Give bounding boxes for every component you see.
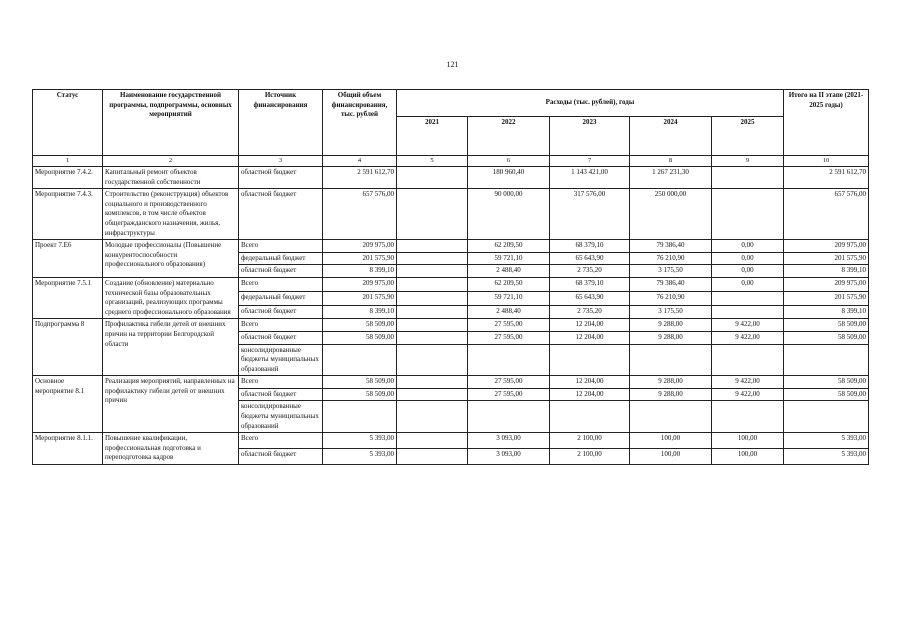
total-cell: 58 509,00: [323, 319, 397, 332]
y2023-cell: 2 100,00: [550, 449, 630, 465]
source-cell: федеральный бюджет: [239, 291, 323, 305]
table-row: [33, 433, 869, 449]
y2025-cell: [712, 401, 784, 433]
y2024-cell: 76 210,90: [630, 252, 712, 265]
y2021-cell: [397, 291, 468, 305]
column-index: 5: [397, 156, 468, 167]
y2021-cell: [397, 265, 468, 278]
y2021-cell: [397, 167, 468, 189]
y2024-cell: [630, 344, 712, 376]
stage-total-cell: 8 399,10: [784, 265, 869, 278]
y2025-cell: 0,00: [712, 252, 784, 265]
total-cell: 8 399,10: [323, 265, 397, 278]
y2023-cell: 12 204,00: [550, 319, 630, 332]
source-cell: областной бюджет: [239, 265, 323, 278]
table-row: [33, 189, 869, 240]
y2024-cell: 79 386,40: [630, 240, 712, 253]
program-name-cell: Создание (обновление) материально технической базы образовательных организаций, реализующих программы среднего профессионального образования: [103, 277, 239, 318]
status-cell: Мероприятие 8.1.1.: [33, 433, 103, 465]
y2023-cell: 2 735,20: [550, 265, 630, 278]
total-cell: 58 509,00: [323, 331, 397, 344]
source-cell: областной бюджет: [239, 388, 323, 401]
status-cell: Проект 7.Е6: [33, 240, 103, 278]
source-cell: Всего: [239, 433, 323, 449]
y2024-cell: 9 288,00: [630, 388, 712, 401]
stage-total-cell: 5 393,00: [784, 433, 869, 449]
total-cell: 8 399,10: [323, 305, 397, 319]
y2024-cell: 9 288,00: [630, 331, 712, 344]
source-cell: областной бюджет: [239, 449, 323, 465]
source-cell: консолидированные бюджеты муниципальных образований: [239, 401, 323, 433]
program-name-cell: Профилактика гибели детей от внешних причин на территории Белгородской области: [103, 319, 239, 376]
y2022-cell: [468, 344, 550, 376]
y2023-cell: 12 204,00: [550, 388, 630, 401]
stage-total-cell: 201 575,90: [784, 252, 869, 265]
total-cell: [323, 401, 397, 433]
stage-total-cell: 209 975,00: [784, 240, 869, 253]
y2021-cell: [397, 401, 468, 433]
y2021-cell: [397, 388, 468, 401]
y2023-cell: [550, 344, 630, 376]
total-cell: 201 575,90: [323, 291, 397, 305]
y2025-cell: [712, 189, 784, 240]
status-cell: Основное мероприятие 8.1: [33, 376, 103, 433]
column-index: 7: [550, 156, 630, 167]
stage-total-cell: 201 575,90: [784, 291, 869, 305]
header-year: 2022: [468, 117, 550, 156]
y2022-cell: 27 595,00: [468, 388, 550, 401]
stage-total-cell: 2 591 612,70: [784, 167, 869, 189]
status-cell: Подпрограмма 8: [33, 319, 103, 376]
program-name-cell: Повышение квалификации, профессиональная подготовка и переподготовка кадров: [103, 433, 239, 465]
y2025-cell: 0,00: [712, 240, 784, 253]
y2025-cell: 9 422,00: [712, 376, 784, 389]
y2023-cell: 65 643,90: [550, 252, 630, 265]
y2023-cell: 68 379,10: [550, 277, 630, 291]
y2022-cell: 2 488,40: [468, 305, 550, 319]
table-row: [33, 240, 869, 253]
y2024-cell: 9 288,00: [630, 319, 712, 332]
y2025-cell: 9 422,00: [712, 388, 784, 401]
source-cell: областной бюджет: [239, 167, 323, 189]
y2025-cell: 100,00: [712, 433, 784, 449]
y2021-cell: [397, 319, 468, 332]
y2023-cell: 2 100,00: [550, 433, 630, 449]
y2021-cell: [397, 240, 468, 253]
y2024-cell: 100,00: [630, 449, 712, 465]
y2022-cell: 3 093,00: [468, 433, 550, 449]
stage-total-cell: 8 399,10: [784, 305, 869, 319]
y2025-cell: 9 422,00: [712, 319, 784, 332]
y2022-cell: [468, 401, 550, 433]
source-cell: консолидированные бюджеты муниципальных образований: [239, 344, 323, 376]
source-cell: областной бюджет: [239, 331, 323, 344]
y2023-cell: 1 143 421,00: [550, 167, 630, 189]
y2021-cell: [397, 449, 468, 465]
y2023-cell: [550, 401, 630, 433]
budget-table: [32, 89, 869, 465]
stage-total-cell: 58 509,00: [784, 388, 869, 401]
total-cell: 5 393,00: [323, 433, 397, 449]
column-index: 9: [712, 156, 784, 167]
y2024-cell: [630, 401, 712, 433]
y2024-cell: 3 175,50: [630, 305, 712, 319]
y2023-cell: 317 576,00: [550, 189, 630, 240]
header-total: Общий объем финансирования, тыс. рублей: [323, 90, 397, 156]
column-index: 8: [630, 156, 712, 167]
table-body: [33, 167, 869, 465]
y2022-cell: 59 721,10: [468, 252, 550, 265]
y2025-cell: 0,00: [712, 265, 784, 278]
total-cell: [323, 344, 397, 376]
table-row: [33, 277, 869, 291]
y2024-cell: 1 267 231,30: [630, 167, 712, 189]
y2022-cell: 62 209,50: [468, 277, 550, 291]
header-source: Источник финансирования: [239, 90, 323, 156]
stage-total-cell: 209 975,00: [784, 277, 869, 291]
y2021-cell: [397, 277, 468, 291]
program-name-cell: Молодые профессионалы (Повышение конкурентоспособности профессионального образования): [103, 240, 239, 278]
y2025-cell: [712, 167, 784, 189]
y2023-cell: 68 379,10: [550, 240, 630, 253]
source-cell: областной бюджет: [239, 189, 323, 240]
source-cell: Всего: [239, 319, 323, 332]
y2022-cell: 27 595,00: [468, 331, 550, 344]
y2021-cell: [397, 331, 468, 344]
y2025-cell: [712, 344, 784, 376]
header-status: Статус: [33, 90, 103, 156]
y2025-cell: [712, 305, 784, 319]
y2023-cell: 2 735,20: [550, 305, 630, 319]
y2022-cell: 2 488,40: [468, 265, 550, 278]
column-index: 4: [323, 156, 397, 167]
y2021-cell: [397, 189, 468, 240]
header-year: 2024: [630, 117, 712, 156]
y2023-cell: 65 643,90: [550, 291, 630, 305]
stage-total-cell: 58 509,00: [784, 376, 869, 389]
stage-total-cell: 5 393,00: [784, 449, 869, 465]
y2024-cell: 100,00: [630, 433, 712, 449]
stage-total-cell: 58 509,00: [784, 331, 869, 344]
column-index: 10: [784, 156, 869, 167]
status-cell: Мероприятие 7.5.1: [33, 277, 103, 318]
source-cell: Всего: [239, 376, 323, 389]
y2022-cell: 27 595,00: [468, 376, 550, 389]
y2021-cell: [397, 433, 468, 449]
source-cell: Всего: [239, 277, 323, 291]
page-number: 121: [446, 60, 459, 69]
total-cell: 5 393,00: [323, 449, 397, 465]
total-cell: 657 576,00: [323, 189, 397, 240]
total-cell: 201 575,90: [323, 252, 397, 265]
header-year: 2023: [550, 117, 630, 156]
status-cell: Мероприятие 7.4.3.: [33, 189, 103, 240]
y2023-cell: 12 204,00: [550, 331, 630, 344]
header-year: 2021: [397, 117, 468, 156]
total-cell: 209 975,00: [323, 240, 397, 253]
column-index: 1: [33, 156, 103, 167]
total-cell: 58 509,00: [323, 376, 397, 389]
total-cell: 58 509,00: [323, 388, 397, 401]
y2021-cell: [397, 376, 468, 389]
header-year: 2025: [712, 117, 784, 156]
total-cell: 2 591 612,70: [323, 167, 397, 189]
y2024-cell: 76 210,90: [630, 291, 712, 305]
column-index: 2: [103, 156, 239, 167]
total-cell: 209 975,00: [323, 277, 397, 291]
column-index-row: [33, 156, 869, 167]
program-name-cell: Строительство (реконструкция) объектов социального и производственного комплексов, в том числе объектов общегражданского назначения, жилья, инфраструктуры: [103, 189, 239, 240]
y2022-cell: 62 209,50: [468, 240, 550, 253]
y2022-cell: 3 093,00: [468, 449, 550, 465]
y2025-cell: 100,00: [712, 449, 784, 465]
y2021-cell: [397, 344, 468, 376]
stage-total-cell: [784, 344, 869, 376]
column-index: 3: [239, 156, 323, 167]
source-cell: областной бюджет: [239, 305, 323, 319]
stage-total-cell: [784, 401, 869, 433]
y2025-cell: 0,00: [712, 277, 784, 291]
table-row: [33, 319, 869, 332]
source-cell: федеральный бюджет: [239, 252, 323, 265]
stage-total-cell: 657 576,00: [784, 189, 869, 240]
source-cell: Всего: [239, 240, 323, 253]
y2022-cell: 59 721,10: [468, 291, 550, 305]
table-row: [33, 376, 869, 389]
column-index: 6: [468, 156, 550, 167]
y2024-cell: 9 288,00: [630, 376, 712, 389]
y2024-cell: 3 175,50: [630, 265, 712, 278]
table-row: [33, 167, 869, 189]
y2022-cell: 180 960,40: [468, 167, 550, 189]
stage-total-cell: 58 509,00: [784, 319, 869, 332]
status-cell: Мероприятие 7.4.2.: [33, 167, 103, 189]
y2025-cell: 9 422,00: [712, 331, 784, 344]
header-stage-total: Итого на II этапе (2021-2025 годы): [784, 90, 869, 156]
header-expenses: Расходы (тыс. рублей), годы: [397, 90, 784, 117]
y2022-cell: 27 595,00: [468, 319, 550, 332]
y2024-cell: 250 000,00: [630, 189, 712, 240]
y2025-cell: [712, 291, 784, 305]
header-name: Наименование государственной программы, подпрограммы, основных мероприятий: [103, 90, 239, 156]
y2024-cell: 79 386,40: [630, 277, 712, 291]
program-name-cell: Реализация мероприятий, направленных на профилактику гибели детей от внешних причин: [103, 376, 239, 433]
program-name-cell: Капитальный ремонт объектов государственной собственности: [103, 167, 239, 189]
y2021-cell: [397, 305, 468, 319]
y2022-cell: 90 000,00: [468, 189, 550, 240]
y2021-cell: [397, 252, 468, 265]
y2023-cell: 12 204,00: [550, 376, 630, 389]
